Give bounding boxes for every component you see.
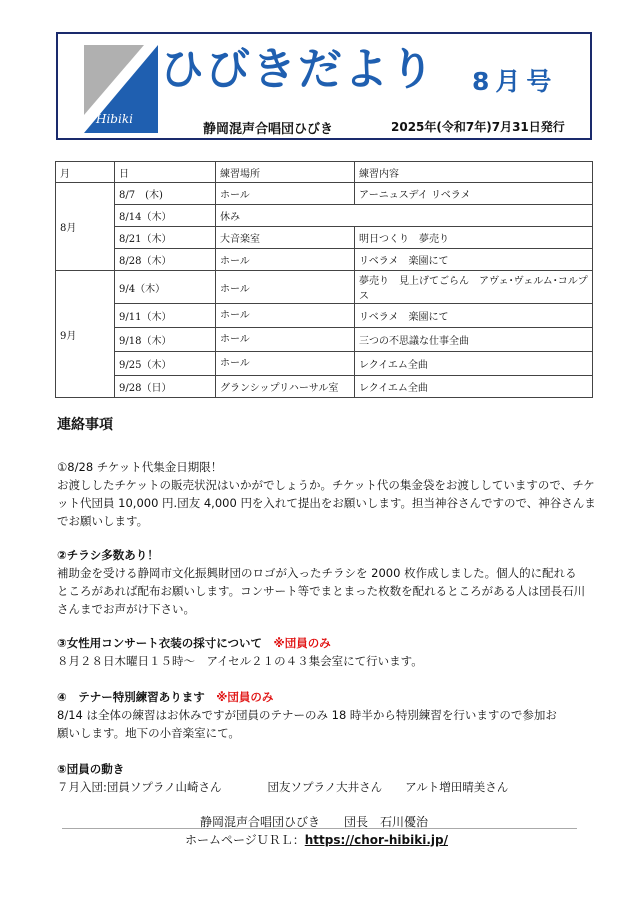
notice-3-title: ③女性用コンサート衣装の採寸について bbox=[57, 636, 263, 650]
table-header-row bbox=[56, 162, 593, 183]
date-cell: 8/28（木） bbox=[115, 249, 216, 271]
content-cell: 夢売り 見上げてごらん アヴェ･ヴェルム･コルプス bbox=[355, 271, 593, 304]
notice-4-line: 8/14 は全体の練習はお休みですが団員のテナーのみ 18 時半から特別練習を行いますので参加お bbox=[57, 708, 557, 722]
date-cell: 8/21（木） bbox=[115, 227, 216, 249]
column-header-content: 練習内容 bbox=[355, 162, 593, 183]
members-only-note: ※団員のみ bbox=[216, 690, 274, 704]
logo-text: Hibiki bbox=[96, 112, 133, 126]
table-row bbox=[56, 271, 593, 304]
date-cell: 9/4（木） bbox=[115, 271, 216, 304]
footer-organization: 静岡混声合唱団ひびき 団長 石川優治 bbox=[200, 815, 429, 829]
content-cell: 三つの不思議な仕事全曲 bbox=[355, 328, 593, 352]
homepage-label: ホームページＵＲＬ： bbox=[185, 833, 305, 847]
date-cell: 9/18（木） bbox=[115, 328, 216, 352]
notice-2-line: ところがあれば配布お願いします。コンサート等でまとまった枚数を配れるところがある人は団長石川 bbox=[57, 584, 586, 598]
footer-divider bbox=[62, 828, 577, 829]
notice-2-line: さんまでお声がけ下さい。 bbox=[57, 602, 195, 616]
notice-3-line: ８月２８日木曜日１５時～ アイセル２１の４３集会室にて行います。 bbox=[57, 654, 423, 668]
notice-5 bbox=[57, 760, 508, 796]
date-cell: 8/7 (木) bbox=[115, 183, 216, 205]
content-cell: 明日つくり 夢売り bbox=[355, 227, 593, 249]
place-cell: グランシップリハーサル室 bbox=[216, 376, 355, 398]
date-cell: 9/25（木） bbox=[115, 352, 216, 376]
footer-homepage bbox=[185, 831, 448, 848]
column-header-date: 日 bbox=[115, 162, 216, 183]
newsletter-title: ひびきだより bbox=[160, 44, 436, 95]
table-row bbox=[56, 304, 593, 328]
content-cell: レクイエム全曲 bbox=[355, 352, 593, 376]
date-cell: 9/28（日） bbox=[115, 376, 216, 398]
notice-3 bbox=[57, 634, 423, 670]
column-header-place: 練習場所 bbox=[216, 162, 355, 183]
notice-1-line: ット代団員 10,000 円.団友 4,000 円を入れて提出をお願いします。担当神谷さんですので、神谷さんま bbox=[57, 496, 596, 510]
members-only-note: ※団員のみ bbox=[273, 636, 331, 650]
practice-schedule-table bbox=[55, 161, 593, 398]
table-row bbox=[56, 227, 593, 249]
table-row bbox=[56, 183, 593, 205]
issue-label: 8月号 bbox=[472, 67, 558, 96]
table-row bbox=[56, 249, 593, 271]
notices-heading: 連絡事項 bbox=[57, 417, 113, 433]
content-cell: アーニュスデイ リベラメ bbox=[355, 183, 593, 205]
content-cell: レクイエム全曲 bbox=[355, 376, 593, 398]
notice-4-line: 願いします。地下の小音楽室にて。 bbox=[57, 726, 240, 740]
notice-2-line: 補助金を受ける静岡市文化振興財団のロゴが入ったチラシを 2000 枚作成しました。個人的に配れる bbox=[57, 566, 577, 580]
date-cell: 8/14（木） bbox=[115, 205, 216, 227]
notice-4 bbox=[57, 688, 557, 742]
notice-2-title: ②チラシ多数あり！ bbox=[57, 548, 159, 562]
date-cell: 9/11（木） bbox=[115, 304, 216, 328]
organization-name: 静岡混声合唱団ひびき bbox=[203, 122, 334, 137]
notice-2 bbox=[57, 546, 585, 618]
place-cell: ホール bbox=[216, 249, 355, 271]
content-cell: リベラメ 楽園にて bbox=[355, 249, 593, 271]
notice-1 bbox=[57, 458, 596, 530]
place-cell: ホール bbox=[216, 304, 355, 328]
place-cell: ホール bbox=[216, 352, 355, 376]
table-row bbox=[56, 328, 593, 352]
homepage-link[interactable]: https://chor-hibiki.jp/ bbox=[304, 833, 448, 847]
place-cell: ホール bbox=[216, 271, 355, 304]
column-header-month: 月 bbox=[56, 162, 115, 183]
table-row bbox=[56, 376, 593, 398]
place-cell: 大音楽室 bbox=[216, 227, 355, 249]
place-cell: ホール bbox=[216, 183, 355, 205]
table-row bbox=[56, 205, 593, 227]
notice-1-title: ①8/28 チケット代集金日期限！ bbox=[57, 460, 223, 474]
month-cell-september: 9月 bbox=[56, 271, 115, 398]
notice-5-line: ７月入団:団員ソプラノ山崎さん 団友ソプラノ大井さん アルト増田晴美さん bbox=[57, 780, 509, 794]
place-cell: ホール bbox=[216, 328, 355, 352]
content-cell: リベラメ 楽園にて bbox=[355, 304, 593, 328]
notice-1-line: でお願いします。 bbox=[57, 514, 149, 528]
issue-date: 2025年(令和7年)7月31日発行 bbox=[391, 120, 565, 134]
month-cell-august: 8月 bbox=[56, 183, 115, 271]
notice-5-title: ⑤団員の動き bbox=[57, 762, 125, 776]
notice-1-line: お渡ししたチケットの販売状況はいかがでしょうか。チケット代の集金袋をお渡ししていますので、チケ bbox=[57, 478, 595, 492]
notice-4-title: ④ テナー特別練習あります bbox=[57, 690, 205, 704]
table-row bbox=[56, 352, 593, 376]
place-cell: 休み bbox=[216, 205, 593, 227]
